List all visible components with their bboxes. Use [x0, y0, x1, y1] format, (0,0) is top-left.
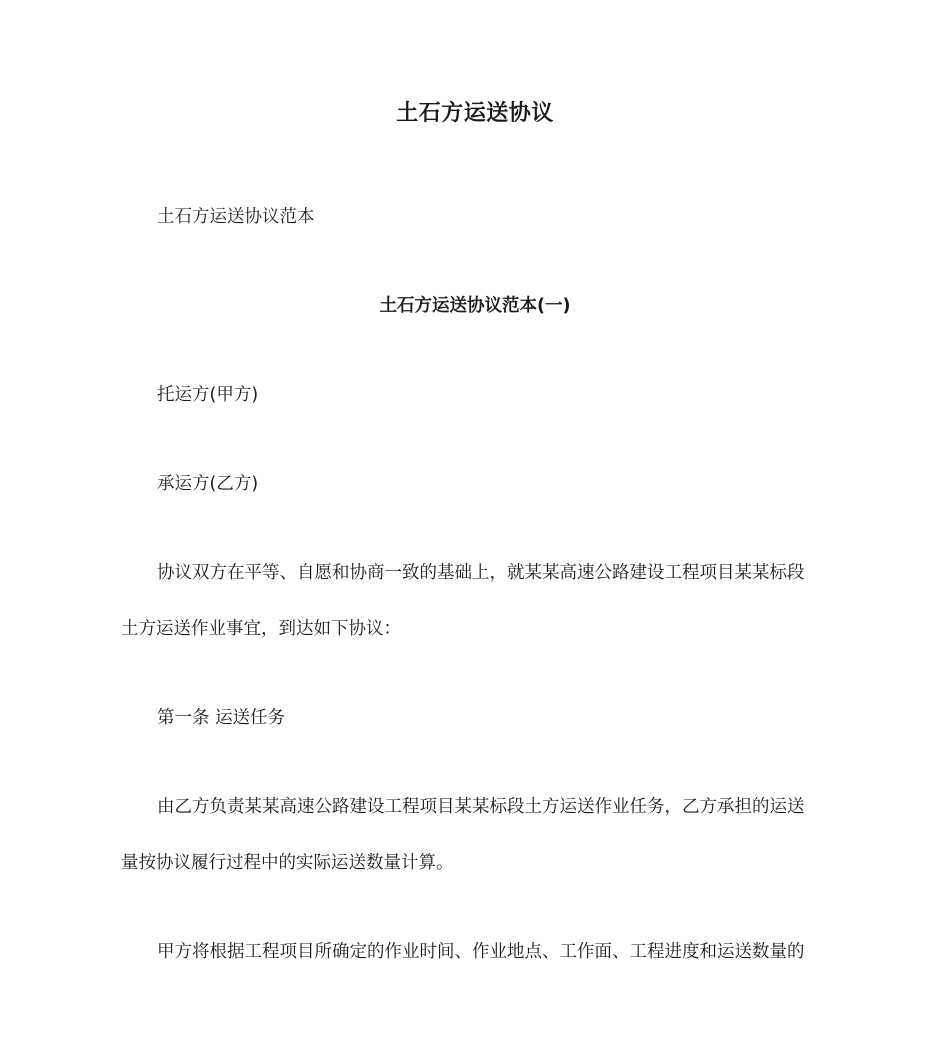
document-title: 土石方运送协议	[396, 101, 554, 126]
article-1-paragraph-1-line-1: 由乙方负责某某高速公路建设工程项目某某标段土方运送作业任务，乙方承担的运送	[157, 797, 805, 817]
section-heading: 土石方运送协议范本(一)	[379, 296, 571, 316]
article-1-paragraph-1-line-2: 量按协议履行过程中的实际运送数量计算。	[121, 853, 454, 873]
article-1-paragraph-2-line-1: 甲方将根据工程项目所确定的作业时间、作业地点、工作面、工程进度和运送数量的	[157, 942, 805, 962]
party-a-label: 托运方(甲方)	[157, 385, 259, 405]
intro-paragraph-line-1: 协议双方在平等、自愿和协商一致的基础上，就某某高速公路建设工程项目某某标段	[157, 563, 805, 583]
intro-paragraph-line-2: 土方运送作业事宜，到达如下协议：	[121, 619, 401, 639]
party-b-label: 承运方(乙方)	[157, 474, 259, 494]
article-1-heading: 第一条 运送任务	[157, 708, 286, 728]
document-subtitle: 土石方运送协议范本	[157, 207, 315, 227]
